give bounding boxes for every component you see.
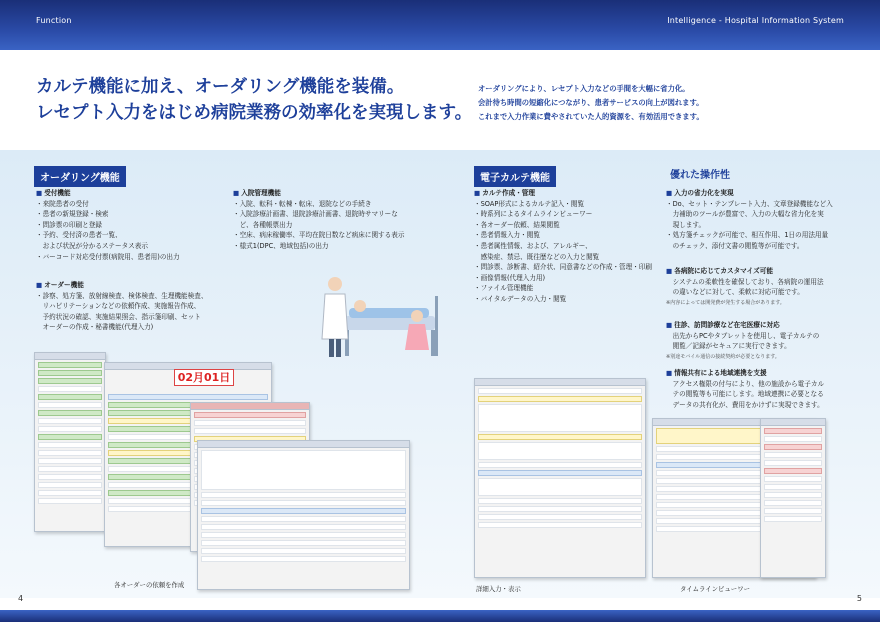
- order-caption: 各オーダーの依頼を作成: [114, 581, 185, 589]
- list-item: ・問診票、診断書、紹介状、同意書などの作成・管理・印刷: [474, 263, 653, 272]
- header-band: [0, 0, 880, 50]
- list-item: 力補助のツールが豊富で、入力の大幅な省力化を実: [666, 210, 824, 219]
- list-item: ・入院診療計画書、退院診療計画書、退院時サマリーな: [233, 210, 398, 219]
- list-item: ・Do、セット・テンプレート入力、文章登録機能など入: [666, 199, 833, 208]
- list-item: 感染症、禁忌、既往歴などの入力と閲覧: [474, 252, 600, 261]
- lead-line: これまで入力作業に費やされていた人的資源を、有効活用できます。: [478, 112, 704, 121]
- list-item: 出先からPCやタブレットを使用し、電子カルテの: [666, 331, 820, 340]
- list-item: ・患者の新規登録・検索: [36, 210, 109, 219]
- list-item: ・バイタルデータの入力・閲覧: [474, 294, 567, 303]
- uketsuke-block: [36, 188, 226, 262]
- patient-head: [354, 300, 366, 312]
- list-item: および状況が分かるステータス表示: [36, 241, 148, 250]
- timeline-caption: タイムラインビューワー: [680, 585, 750, 593]
- list-item: リハビリテーションなどの依頼作成、実施報告作成、: [36, 302, 201, 311]
- list-item: ・処方箋チェックが可能で、相互作用、1日の用法用量: [666, 231, 829, 240]
- usability-block-1: [666, 188, 856, 252]
- hospital-illustration: [305, 266, 455, 366]
- order-date: 02月01日: [174, 369, 234, 386]
- list-item: ・バーコード対応受付票(病院用、患者用)の出力: [36, 252, 180, 261]
- list-item: ・時系列によるタイムラインビューワー: [474, 210, 593, 219]
- list-item: ど、各種帳票出力: [233, 220, 293, 229]
- page-number-left: 4: [18, 594, 24, 603]
- patient-list-screenshot: [34, 352, 106, 532]
- ordering-title: オーダリング機能: [34, 166, 126, 187]
- list-item: ・SOAP形式によるカルテ記入・閲覧: [474, 199, 585, 208]
- list-item: 現します。: [666, 220, 706, 229]
- usability-heading: ■ 各病院に応じてカスタマイズ可能: [666, 266, 856, 277]
- doctor-coat: [322, 294, 348, 339]
- nurse-uniform: [405, 324, 429, 350]
- uketsuke-heading: ■ 受付機能: [36, 188, 226, 199]
- list-item: アクセス権限の付与により、他の施設から電子カル: [666, 379, 825, 388]
- usability-heading: ■ 情報共有による地域連携を支援: [666, 368, 856, 379]
- list-item: ・患者情報入力・閲覧: [474, 231, 540, 240]
- headline: [36, 74, 476, 126]
- lead-line: 会計待ち時間の短縮化につながり、患者サービスの向上が図れます。: [478, 98, 704, 107]
- headline-line-2: レセプト入力をはじめ病院業務の効率化を実現します。: [36, 103, 473, 123]
- product-label: Intelligence - Hospital Information System: [667, 16, 844, 25]
- list-item: ・入院、転科・転棟・転床、退院などの手続き: [233, 199, 372, 208]
- list-item: ・各オーダー依頼、結果閲覧: [474, 220, 560, 229]
- list-item: ・空床、病床稼働率、平均在院日数など病床に関する表示: [233, 231, 405, 240]
- usability-block-3: [666, 320, 856, 362]
- headline-line-1: カルテ機能に加え、オーダリング機能を装備。: [36, 77, 405, 97]
- list-item: ・患者属性情報、および、アレルギー、: [474, 241, 592, 250]
- list-item: のチェック、添付文書の閲覧等が可能です。: [666, 241, 804, 250]
- list-item: データの共有化が、費用をかけずに実現できます。: [666, 400, 824, 409]
- karte-block: [474, 188, 654, 305]
- section-label: Function: [36, 16, 72, 25]
- list-item: システムの柔軟性を確保しており、各病院の運用法: [666, 277, 824, 286]
- list-item: ・様式1(DPC、地域包括)の出力: [233, 241, 329, 250]
- order-block: [36, 280, 226, 333]
- list-item: ・診察、処方箋、放射線検査、検体検査、生理機能検査、: [36, 291, 208, 300]
- page-number-right: 5: [856, 594, 862, 603]
- karte-title: 電子カルテ機能: [474, 166, 556, 187]
- list-item: 予約状況の確認、実施結果照会、指示箋印刷、セット: [36, 312, 201, 321]
- usability-note: ※別途モバイル通信の接続契約が必要となります。: [666, 353, 780, 360]
- list-item: ・画像情報(代理入力用): [474, 273, 546, 282]
- lead-text: [478, 82, 858, 124]
- lead-line: オーダリングにより、レセプト入力などの手間を大幅に省力化。: [478, 84, 690, 93]
- timeline-side-screenshot: [760, 418, 826, 578]
- list-item: ・ファイル管理機能: [474, 284, 534, 293]
- list-item: オーダーの作成・秘書機能(代理入力): [36, 323, 154, 332]
- list-item: ・問診票の印刷と登録: [36, 220, 102, 229]
- usability-title: 優れた操作性: [670, 170, 730, 181]
- usability-block-2: [666, 266, 856, 308]
- list-item: ・来院患者の受付: [36, 199, 89, 208]
- usability-heading: ■ 入力の省力化を実現: [666, 188, 856, 199]
- nyuin-block: [233, 188, 433, 252]
- nurse-head: [411, 310, 423, 322]
- list-item: 閲覧／記録がセキュアに実行できます。: [666, 342, 791, 351]
- usability-heading: ■ 往診、訪問診療など在宅医療に対応: [666, 320, 856, 331]
- footer-band: [0, 610, 880, 622]
- doctor-head: [328, 277, 342, 291]
- karte-caption: 詳細入力・表示: [476, 585, 521, 593]
- order-form-screenshot: [197, 440, 410, 590]
- list-item: テの閲覧等も可能にします。地域連携に必要となる: [666, 390, 824, 399]
- nyuin-heading: ■ 入院管理機能: [233, 188, 433, 199]
- list-item: の違いなどに対して、柔軟に対応可能です。: [666, 288, 804, 297]
- karte-heading: ■ カルテ作成・管理: [474, 188, 654, 199]
- order-heading: ■ オーダー機能: [36, 280, 226, 291]
- karte-screenshot: [474, 378, 646, 578]
- usability-block-4: [666, 368, 856, 410]
- usability-note: ※内容によっては開発費が発生する場合があります。: [666, 299, 785, 306]
- list-item: ・予約、受付済の患者一覧、: [36, 231, 122, 240]
